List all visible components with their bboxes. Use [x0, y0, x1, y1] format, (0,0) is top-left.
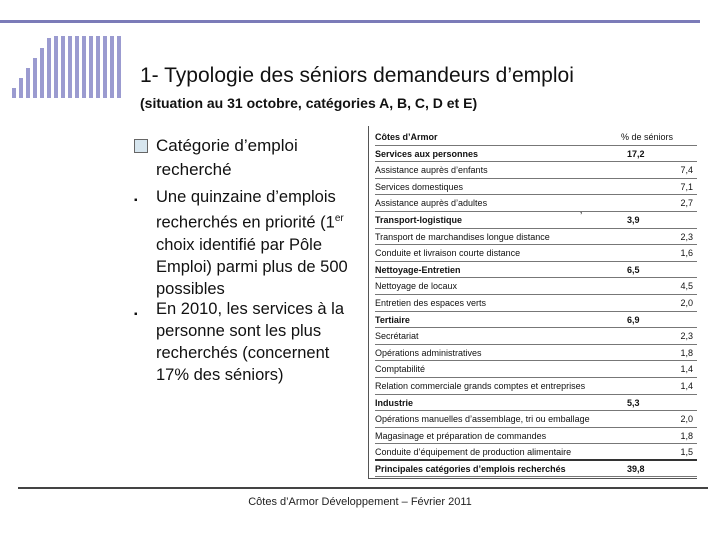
- row-value: 1,5: [680, 447, 693, 458]
- table-row: [375, 146, 697, 163]
- table-row: [375, 212, 697, 229]
- decorative-stripes: [12, 36, 130, 98]
- row-label: Transport-logistique: [375, 214, 463, 225]
- row-value: 1,8: [680, 347, 693, 358]
- row-label: Nettoyage-Entretien: [375, 264, 461, 275]
- row-value: 2,7: [680, 198, 693, 209]
- bullet-text-2: En 2010, les services à la personne sont les plus recherchés (concernent 17% des séniors): [156, 300, 345, 384]
- stripe: [12, 88, 16, 98]
- row-label: Conduite d’équipement de production alimentaire: [375, 447, 572, 458]
- row-label: Secrétariat: [375, 331, 419, 342]
- slide-subtitle: (situation au 31 octobre, catégories A, B, C, D et E): [140, 95, 478, 111]
- stripe: [26, 68, 30, 98]
- table-row: [375, 428, 697, 445]
- table-row: [375, 395, 697, 412]
- table-header-row: [375, 129, 697, 146]
- stripe: [40, 48, 44, 98]
- row-label: Tertiaire: [375, 314, 410, 325]
- stripe: [61, 36, 65, 98]
- table-row: [375, 245, 697, 262]
- row-group-value: 6,9: [627, 314, 640, 325]
- row-value: 4,5: [680, 281, 693, 292]
- table-row: [375, 278, 697, 295]
- stripe: [103, 36, 107, 98]
- square-bullet-icon: ▪: [134, 309, 138, 320]
- row-label: Entretien des espaces verts: [375, 297, 487, 308]
- row-label: Nettoyage de locaux: [375, 281, 458, 292]
- stripe: [110, 36, 114, 98]
- stripe: [54, 36, 58, 98]
- row-label: Principales catégories d’emplois recherchés: [375, 463, 566, 474]
- table-row: [375, 378, 697, 395]
- row-label: Opérations administratives: [375, 347, 482, 358]
- table-row: [375, 229, 697, 246]
- row-group-value: 17,2: [627, 148, 645, 159]
- section-heading: Catégorie d’emploi recherché: [156, 136, 298, 179]
- stripe: [19, 78, 23, 98]
- row-value: 1,8: [680, 430, 693, 441]
- stripe: [96, 36, 100, 98]
- slide-title: 1- Typologie des séniors demandeurs d’emploi: [140, 64, 574, 87]
- table-row: [375, 411, 697, 428]
- table-row: [375, 345, 697, 362]
- row-value: 2,3: [680, 331, 693, 342]
- row-value: 7,1: [680, 181, 693, 192]
- table-row: [375, 328, 697, 345]
- row-value: 1,6: [680, 248, 693, 259]
- table-body: [375, 129, 697, 477]
- table-row: [375, 361, 697, 378]
- table-row: [375, 195, 697, 212]
- table-row: [375, 162, 697, 179]
- table-header-col: % de séniors: [621, 132, 674, 142]
- row-label: Comptabilité: [375, 364, 426, 375]
- row-label: Opérations manuelles d’assemblage, tri ou emballage: [375, 414, 590, 425]
- row-label: Relation commerciale grands comptes et entreprises: [375, 380, 586, 391]
- row-value: 1,4: [680, 380, 693, 391]
- row-group-value: 6,5: [627, 264, 640, 275]
- table-row: [375, 179, 697, 196]
- row-label: Assistance auprès d’enfants: [375, 165, 488, 176]
- stripe: [89, 36, 93, 98]
- table-row: [375, 262, 697, 279]
- table-row: [375, 312, 697, 329]
- stripe: [68, 36, 72, 98]
- table-row: [375, 461, 697, 478]
- row-group-value: 3,9: [627, 214, 640, 225]
- stripe: [47, 38, 51, 98]
- row-value: 7,4: [680, 165, 693, 176]
- data-table: [368, 126, 697, 479]
- row-value: 2,0: [680, 297, 693, 308]
- row-label: Services domestiques: [375, 181, 464, 192]
- row-label: Transport de marchandises longue distance: [375, 231, 550, 242]
- table-row: [375, 444, 697, 461]
- footer-rule: [18, 487, 708, 489]
- row-group-value: 39,8: [627, 463, 645, 474]
- stripe: [82, 36, 86, 98]
- stripe: [75, 36, 79, 98]
- row-value: 1,4: [680, 364, 693, 375]
- row-value: 2,0: [680, 414, 693, 425]
- checkbox-bullet-icon: [134, 139, 148, 153]
- footer-text: Côtes d’Armor Développement – Février 2011: [248, 496, 472, 508]
- stripe: [117, 36, 121, 98]
- row-label: Services aux personnes: [375, 148, 479, 159]
- row-group-value: 5,3: [627, 397, 640, 408]
- row-label: Magasinage et préparation de commandes: [375, 430, 547, 441]
- top-rule: [0, 20, 700, 23]
- table-header-label: Côtes d’Armor: [375, 132, 438, 142]
- stray-mark: ’: [580, 211, 583, 222]
- row-label: Assistance auprès d’adultes: [375, 198, 488, 209]
- table-row: [375, 295, 697, 312]
- square-bullet-icon: ▪: [134, 195, 138, 206]
- row-label: Industrie: [375, 397, 414, 408]
- stripe: [33, 58, 37, 98]
- bullet-text-1: Une quinzaine d’emplois recherchés en priorité (1er choix identifié par Pôle Emploi) parmi plus de 500 possibles: [156, 188, 348, 298]
- row-label: Conduite et livraison courte distance: [375, 248, 521, 259]
- row-value: 2,3: [680, 231, 693, 242]
